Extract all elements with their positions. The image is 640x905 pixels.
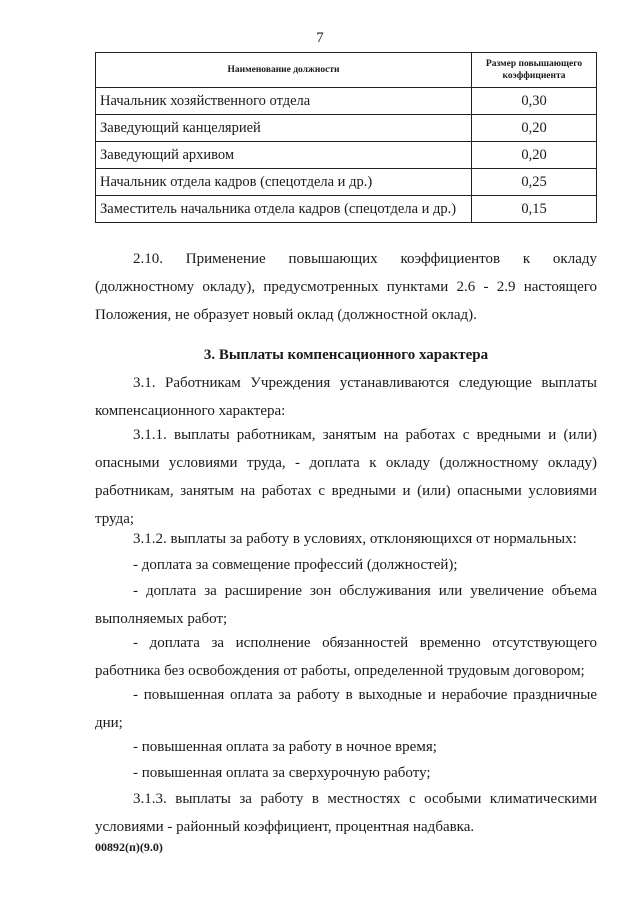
list-item: - повышенная оплата за работу в ночное время;: [133, 739, 437, 755]
list-item: - доплата за расширение зон обслуживания или увеличение объема выполняемых работ;: [95, 583, 597, 627]
position-cell: Начальник отдела кадров (спецотдела и др.): [96, 169, 472, 196]
table-header-row: [96, 53, 597, 88]
paragraph-3-1-1: 3.1.1. выплаты работникам, занятым на работах с вредными и (или) опасными условиями труда, - доплата к окладу (должностному окладу) работникам, занятым на работах с вредными и (или) опасными условиями труда;: [95, 427, 597, 527]
coefficient-table: [95, 52, 597, 223]
table-row: [96, 88, 597, 115]
position-cell: Начальник хозяйственного отдела: [96, 88, 472, 115]
position-cell: Заведующий архивом: [96, 142, 472, 169]
paragraph-3-1-2: 3.1.2. выплаты за работу в условиях, отклоняющихся от нормальных:: [133, 531, 577, 547]
position-cell: Заместитель начальника отдела кадров (спецотдела и др.): [96, 196, 472, 223]
coefficient-cell: 0,30: [472, 88, 597, 115]
table-row: [96, 142, 597, 169]
coefficient-cell: 0,20: [472, 142, 597, 169]
list-item: - повышенная оплата за сверхурочную работу;: [133, 765, 431, 781]
header-coefficient-size: Размер повышающего коэффициента: [472, 53, 597, 88]
table-row: [96, 169, 597, 196]
coefficient-cell: 0,20: [472, 115, 597, 142]
position-cell: Заведующий канцелярией: [96, 115, 472, 142]
table-row: [96, 115, 597, 142]
section-heading: 3. Выплаты компенсационного характера: [203, 347, 489, 363]
coefficient-cell: 0,15: [472, 196, 597, 223]
paragraph-2-10: 2.10. Применение повышающих коэффициентов к окладу (должностному окладу), предусмотренных пунктами 2.6 - 2.9 настоящего Положения, не образует новый оклад (должностной оклад).: [95, 251, 597, 323]
table-row: [96, 196, 597, 223]
header-position-name: Наименование должности: [96, 53, 472, 88]
list-item: - повышенная оплата за работу в выходные и нерабочие праздничные дни;: [95, 687, 597, 731]
list-item: - доплата за исполнение обязанностей временно отсутствующего работника без освобождения от работы, определенной трудовым договором;: [95, 635, 597, 679]
list-item: - доплата за совмещение профессий (должностей);: [133, 557, 458, 573]
document-code: 00892(п)(9.0): [95, 840, 163, 854]
paragraph-3-1-3: 3.1.3. выплаты за работу в местностях с особыми климатическими условиями - районный коэффициент, процентная надбавка.: [95, 791, 597, 835]
coefficient-cell: 0,25: [472, 169, 597, 196]
page-number: 7: [316, 30, 324, 46]
paragraph-3-1: 3.1. Работникам Учреждения устанавливаются следующие выплаты компенсационного характера:: [95, 375, 597, 419]
